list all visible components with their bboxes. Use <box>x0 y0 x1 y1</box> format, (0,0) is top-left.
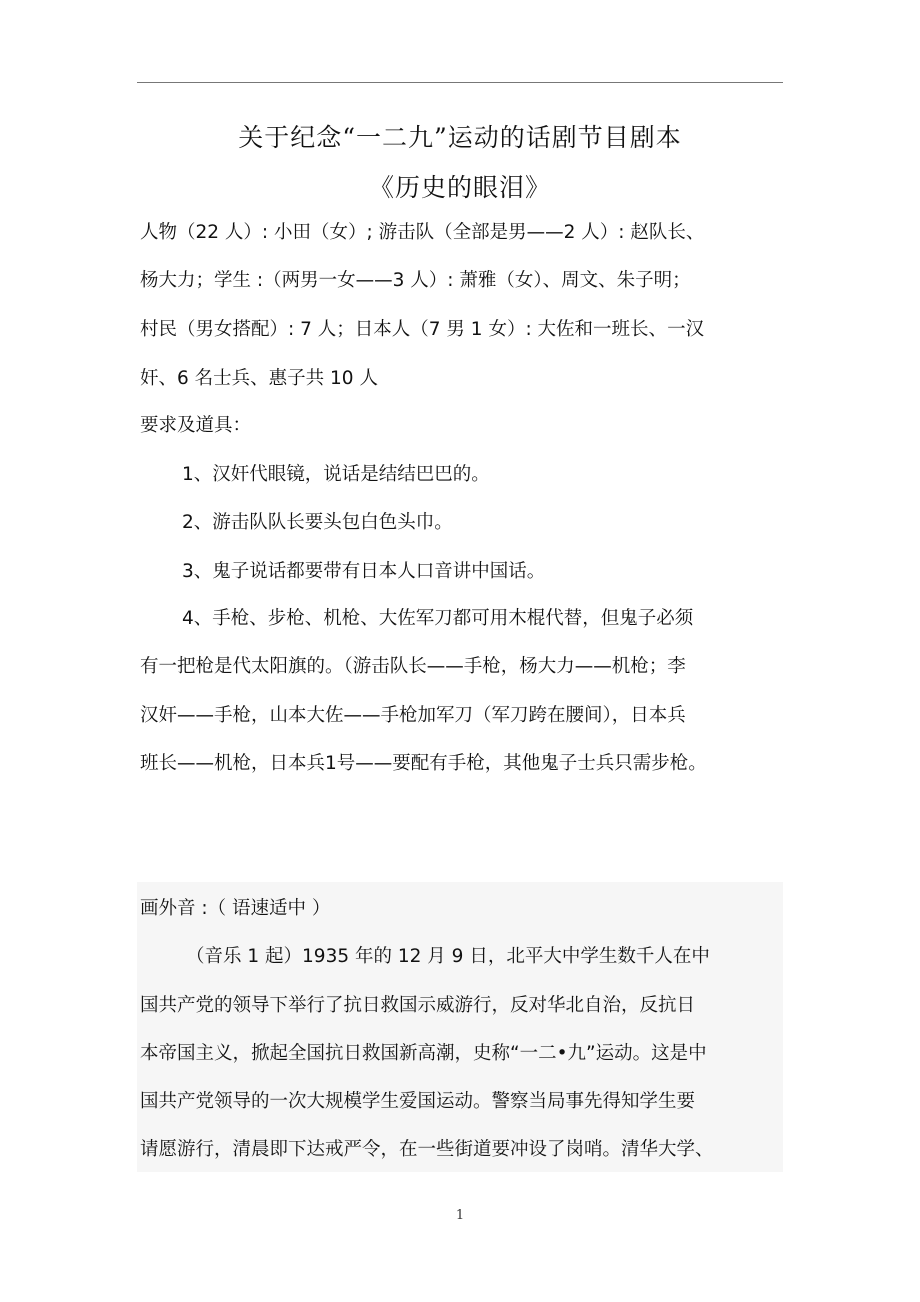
cast-line: 人物（22 人）: 小田（女）; 游击队（全部是男——2 人）: 赵队长、 <box>140 222 705 243</box>
requirement-item: 2、游击队队长要头包白色头巾。 <box>182 512 453 533</box>
narration-block <box>137 882 783 1172</box>
cast-line: 奸、6 名士兵、惠子共 10 人 <box>140 368 378 389</box>
requirement-item: 4、手枪、步枪、机枪、大佐军刀都可用木棍代替，但鬼子必须 <box>182 608 694 629</box>
document-title: 关于纪念“一二九”运动的话剧节目剧本 <box>238 123 682 152</box>
requirement-item-continuation: 汉奸——手枪，山本大佐——手枪加军刀（军刀跨在腰间），日本兵 <box>140 705 686 726</box>
cast-line: 杨大力；学生 :（两男一女——3 人）: 萧雅（女）、周文、朱子明； <box>140 270 691 291</box>
header-rule <box>137 82 783 83</box>
requirement-item-continuation: 有一把枪是代太阳旗的。（游击队长——手枪，杨大力——机枪；李 <box>140 656 686 677</box>
narration-heading: 画外音 :（ 语速适中 ） <box>140 898 331 919</box>
narration-line: 请愿游行，清晨即下达戒严令，在一些街道要冲设了岗哨。清华大学、 <box>140 1139 714 1160</box>
requirement-item: 1、汉奸代眼镜，说话是结结巴巴的。 <box>182 464 490 485</box>
requirements-heading: 要求及道具： <box>140 415 252 436</box>
requirement-item-continuation: 班长——机枪，日本兵1号——要配有手枪，其他鬼子士兵只需步枪。 <box>140 753 707 774</box>
narration-line: 本帝国主义，掀起全国抗日救国新高潮，史称“一二•九”运动。这是中 <box>140 1043 707 1064</box>
document-subtitle: 《历史的眼泪》 <box>368 173 551 202</box>
narration-line: 国共产党领导的一次大规模学生爱国运动。警察当局事先得知学生要 <box>140 1091 696 1112</box>
requirement-item: 3、鬼子说话都要带有日本人口音讲中国话。 <box>182 561 546 582</box>
cast-line: 村民（男女搭配）: 7 人；日本人（7 男 1 女）: 大佐和一班长、一汉 <box>140 319 705 340</box>
narration-line: 国共产党的领导下举行了抗日救国示威游行，反对华北自治，反抗日 <box>140 995 696 1016</box>
page-number: 1 <box>455 1208 465 1223</box>
narration-line: （音乐 1 起）1935 年的 12 月 9 日，北平大中学生数千人在中 <box>186 946 710 967</box>
